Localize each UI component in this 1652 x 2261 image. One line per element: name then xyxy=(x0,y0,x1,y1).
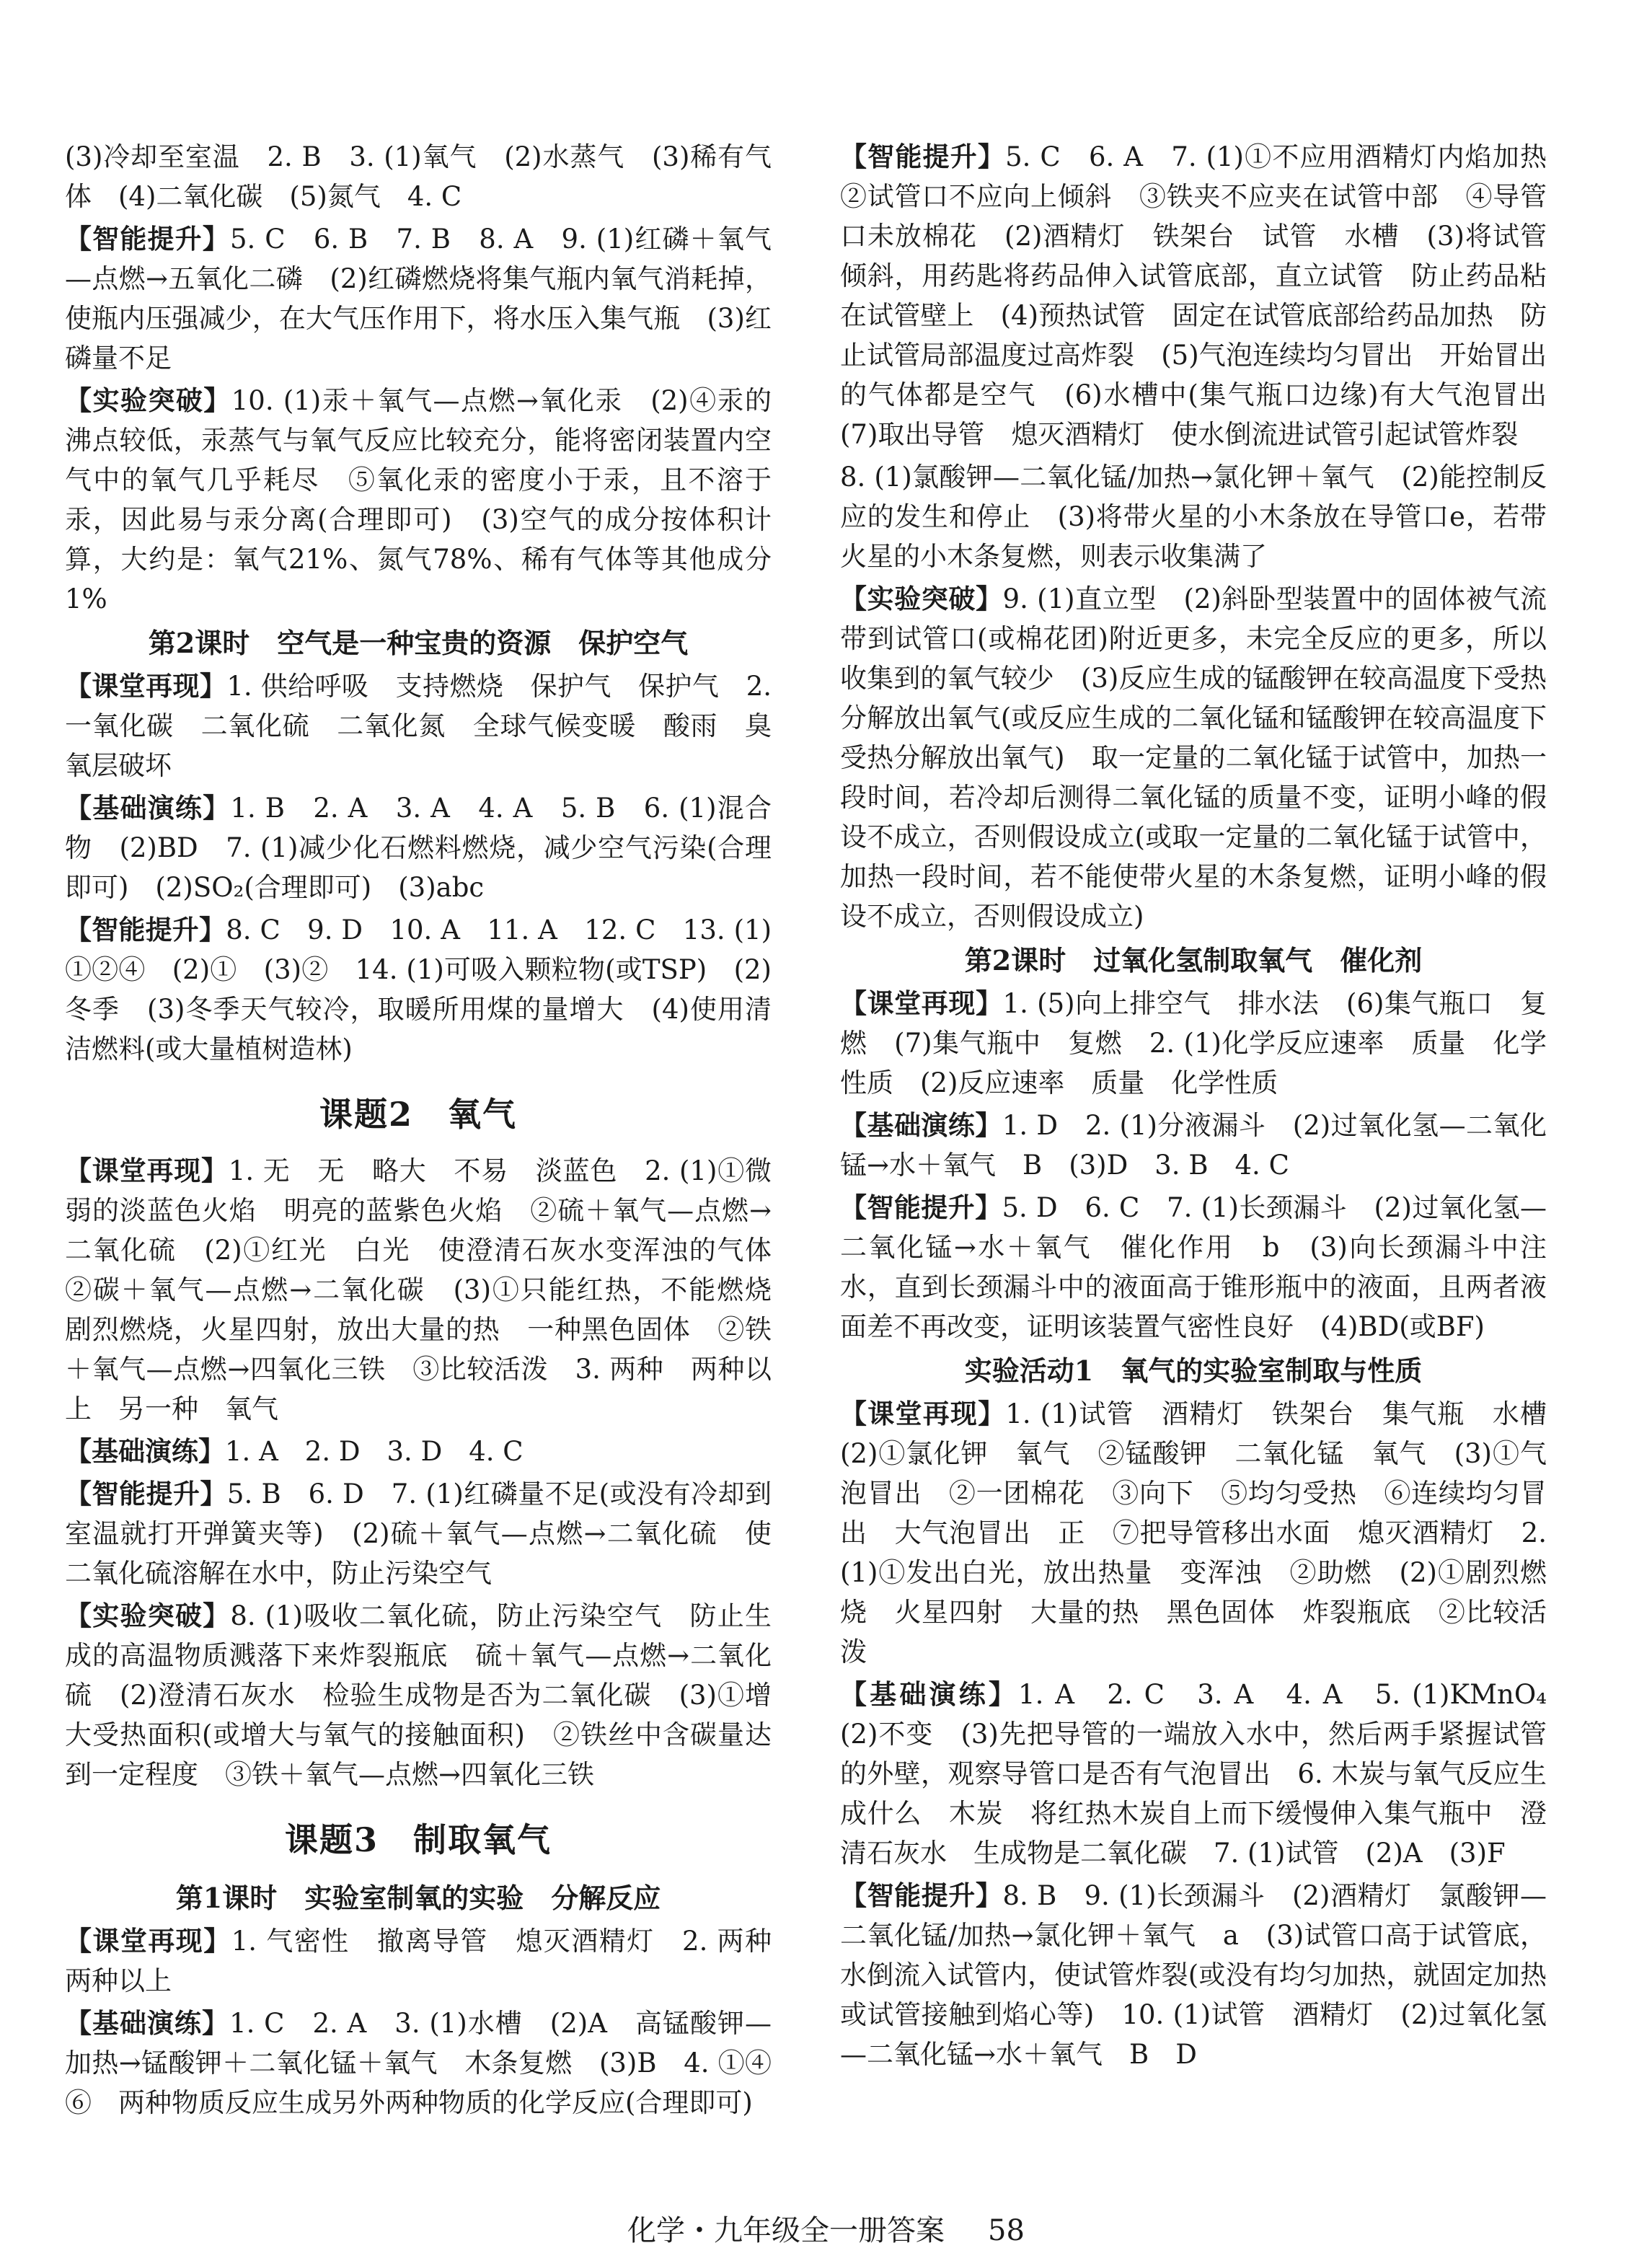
section-label: 【课堂再现】 xyxy=(840,987,1003,1019)
answer-paragraph: 【基础演练】1. B 2. A 3. A 4. A 5. B 6. (1)混合物 (2)BD 7. (1)减少化石燃料燃烧，减少空气污染(合理即可) (2)SO₂(合理即可) (3)abc xyxy=(65,792,772,903)
answer-paragraph: 【实验突破】8. (1)吸收二氧化硫，防止污染空气 防止生成的高温物质溅落下来炸裂瓶底 硫＋氧气—点燃→二氧化硫 (2)澄清石灰水 检验生成物是否为二氧化碳 (3)①增大受热面积(或增大与氧气的接触面积) ②铁丝中含碳量达到一定程度 ③铁＋氧气—点燃→四氧化三铁 xyxy=(65,1600,772,1790)
section-label: 【基础演练】 xyxy=(65,1435,225,1467)
answer-paragraph: (3)冷却至室温 2. B 3. (1)氧气 (2)水蒸气 (3)稀有气体 (4)二氧化碳 (5)氮气 4. C xyxy=(65,141,772,212)
answer-paragraph: 【智能提升】5. C 6. B 7. B 8. A 9. (1)红磷＋氧气—点燃→五氧化二磷 (2)红磷燃烧将集气瓶内氧气消耗掉，使瓶内压强减少，在大气压作用下，将水压入集气瓶 (3)红磷量不足 xyxy=(65,223,772,374)
answer-paragraph: 【课堂再现】1. 气密性 撤离导管 熄灭酒精灯 2. 两种 两种以上 xyxy=(65,1925,798,1996)
lesson-heading: 第2课时 空气是一种宝贵的资源 保护空气 xyxy=(148,627,689,659)
page-number: 58 xyxy=(988,2214,1025,2247)
answer-paragraph: 【基础演练】1. C 2. A 3. (1)水槽 (2)A 高锰酸钾—加热→锰酸钾＋二氧化锰＋氧气 木条复燃 (3)B 4. ①④ ⑥ 两种物质反应生成另外两种物质的化学反应(合理即可) xyxy=(65,2007,798,2118)
answer-paragraph: 【实验突破】10. (1)汞＋氧气—点燃→氧化汞 (2)④汞的沸点较低，汞蒸气与氧气反应比较充分，能将密闭装置内空气中的氧气几乎耗尽 ⑤氧化汞的密度小于汞，且不溶于汞，因此易与汞分离(合理即可) (3)空气的成分按体积计算，大约是：氧气21%、氮气78%、稀有气体等其他成分1% xyxy=(65,384,772,614)
answer-paragraph: 【实验突破】9. (1)直立型 (2)斜卧型装置中的固体被气流带到试管口(或棉花团)附近更多，未完全反应的更多，所以收集到的氧气较少 (3)反应生成的锰酸钾在较高温度下受热分解放出氧气(或反应生成的二氧化锰和锰酸钾在较高温度下受热分解放出氧气) 取一定量的二氧化锰于试管中，加热一段时间，若冷却后测得二氧化锰的质量不变，证明小峰的假设不成立，否则假设成立(或取一定量的二氧化锰于试管中，加热一段时间，若不能使带火星的木条复燃，证明小峰的假设不成立，否则假设成立) xyxy=(840,583,1547,932)
section-label: 【智能提升】 xyxy=(840,141,1006,172)
section-label: 【智能提升】 xyxy=(65,1478,227,1509)
right-column xyxy=(840,137,1574,2074)
topic-heading: 课题2 氧气 xyxy=(319,1095,517,1134)
answer-paragraph: 【智能提升】5. C 6. A 7. (1)①不应用酒精灯内焰加热 ②试管口不应向上倾斜 ③铁夹不应夹在试管中部 ④导管口未放棉花 (2)酒精灯 铁架台 试管 水槽 (3)将试管倾斜，用药匙将药品伸入试管底部，直立试管 防止药品粘在试管壁上 (4)预热试管 固定在试管底部给药品加热 防止试管局部温度过高炸裂 (5)气泡连续均匀冒出 开始冒出的气体都是空气 (6)水槽中(集气瓶口边缘)有大气泡冒出 (7)取出导管 熄灭酒精灯 使水倒流进试管引起试管炸裂 xyxy=(840,141,1573,450)
section-label: 【课堂再现】 xyxy=(65,1155,229,1186)
page-footer xyxy=(0,2213,1652,2249)
lesson-heading: 第2课时 过氧化氢制取氧气 催化剂 xyxy=(964,944,1423,977)
section-label: 【基础演练】 xyxy=(65,792,231,824)
section-label: 【课堂再现】 xyxy=(840,1398,1006,1429)
answer-paragraph: 【基础演练】1. A 2. D 3. D 4. C xyxy=(65,1435,524,1467)
section-label: 【智能提升】 xyxy=(65,914,226,946)
left-column xyxy=(65,137,798,2123)
section-label: 【实验突破】 xyxy=(65,384,231,416)
answer-paragraph: 【课堂再现】1. (5)向上排空气 排水法 (6)集气瓶口 复燃 (7)集气瓶中 复燃 2. (1)化学反应速率 质量 化学性质 (2)反应速率 质量 化学性质 xyxy=(840,987,1547,1098)
section-label: 【基础演练】 xyxy=(65,2007,230,2039)
section-label: 【基础演练】 xyxy=(840,1678,1019,1710)
section-label: 【智能提升】 xyxy=(840,1191,1002,1223)
section-label: 【智能提升】 xyxy=(65,223,230,255)
section-label: 【智能提升】 xyxy=(840,1879,1003,1911)
answer-paragraph: 【智能提升】5. D 6. C 7. (1)长颈漏斗 (2)过氧化氢—二氧化锰→水＋氧气 催化作用 b (3)向长颈漏斗中注水，直到长颈漏斗中的液面高于锥形瓶中的液面，且两者液面差不再改变，证明该装置气密性良好 (4)BD(或BF) xyxy=(840,1191,1547,1342)
lesson-heading: 实验活动1 氧气的实验室制取与性质 xyxy=(964,1354,1423,1387)
section-label: 【基础演练】 xyxy=(840,1109,1002,1141)
answer-paragraph: 【课堂再现】1. 供给呼吸 支持燃烧 保护气 保护气 2. 一氧化碳 二氧化硫 二氧化氮 全球气候变暖 酸雨 臭氧层破坏 xyxy=(65,670,772,781)
answer-paragraph: 【课堂再现】1. 无 无 略大 不易 淡蓝色 2. (1)①微弱的淡蓝色火焰 明亮的蓝紫色火焰 ②硫＋氧气—点燃→二氧化硫 (2)①红光 白光 使澄清石灰水变浑浊的气体 ②碳＋氧气—点燃→二氧化碳 (3)①只能红热，不能燃烧 剧烈燃烧，火星四射，放出大量的热 一种黑色固体 ②铁＋氧气—点燃→四氧化三铁 ③比较活泼 3. 两种 两种以上 另一种 氧气 xyxy=(65,1155,798,1424)
answer-paragraph: 8. (1)氯酸钾—二氧化锰/加热→氯化钾＋氧气 (2)能控制反应的发生和停止 (3)将带火星的小木条放在导管口e，若带火星的小木条复燃，则表示收集满了 xyxy=(840,462,1547,572)
lesson-heading: 第1课时 实验室制氧的实验 分解反应 xyxy=(175,1882,661,1914)
topic-heading: 课题3 制取氧气 xyxy=(284,1820,552,1859)
answer-paragraph: 【课堂再现】1. (1)试管 酒精灯 铁架台 集气瓶 水槽 (2)①氯化钾 氧气 ②锰酸钾 二氧化锰 氧气 (3)①气泡冒出 ②一团棉花 ③向下 ⑤均匀受热 ⑥连续均匀冒出 大气泡冒出 正 ⑦把导管移出水面 熄灭酒精灯 2. (1)①发出白光，放出热量 变浑浊 ②助燃 (2)①剧烈燃烧 火星四射 大量的热 黑色固体 炸裂瓶底 ②比较活泼 xyxy=(840,1398,1573,1667)
footer-title: 化学・九年级全一册答案 xyxy=(627,2214,945,2247)
answer-paragraph: 【智能提升】8. C 9. D 10. A 11. A 12. C 13. (1)①②④ (2)① (3)② 14. (1)可吸入颗粒物(或TSP) (2)冬季 (3)冬季天气较冷，取暖所用煤的量增大 (4)使用清洁燃料(或大量植树造林) xyxy=(65,914,772,1065)
section-label: 【实验突破】 xyxy=(840,583,1003,614)
section-label: 【课堂再现】 xyxy=(65,1925,231,1957)
answer-paragraph: 【基础演练】1. A 2. C 3. A 4. A 5. (1)KMnO₄ (2)不变 (3)先把导管的一端放入水中，然后两手紧握试管的外壁，观察导管口是否有气泡冒出 6. 木炭与氧气反应生成什么 木炭 将红热木炭自上而下缓慢伸入集气瓶中 澄清石灰水 生成物是二氧化碳 7. (1)试管 (2)A (3)F xyxy=(840,1678,1574,1869)
section-label: 【实验突破】 xyxy=(65,1600,231,1631)
answer-paragraph: 【基础演练】1. D 2. (1)分液漏斗 (2)过氧化氢—二氧化锰→水＋氧气 B (3)D 3. B 4. C xyxy=(840,1109,1547,1181)
answer-paragraph: 【智能提升】5. B 6. D 7. (1)红磷量不足(或没有冷却到室温就打开弹簧夹等) (2)硫＋氧气—点燃→二氧化硫 使二氧化硫溶解在水中，防止污染空气 xyxy=(65,1478,772,1589)
answer-paragraph: 【智能提升】8. B 9. (1)长颈漏斗 (2)酒精灯 氯酸钾—二氧化锰/加热→氯化钾＋氧气 a (3)试管口高于试管底，水倒流入试管内，使试管炸裂(或没有均匀加热，就固定加热或试管接触到焰心等) 10. (1)试管 酒精灯 (2)过氧化氢—二氧化锰→水＋氧气 B D xyxy=(840,1879,1547,2070)
section-label: 【课堂再现】 xyxy=(65,670,227,702)
